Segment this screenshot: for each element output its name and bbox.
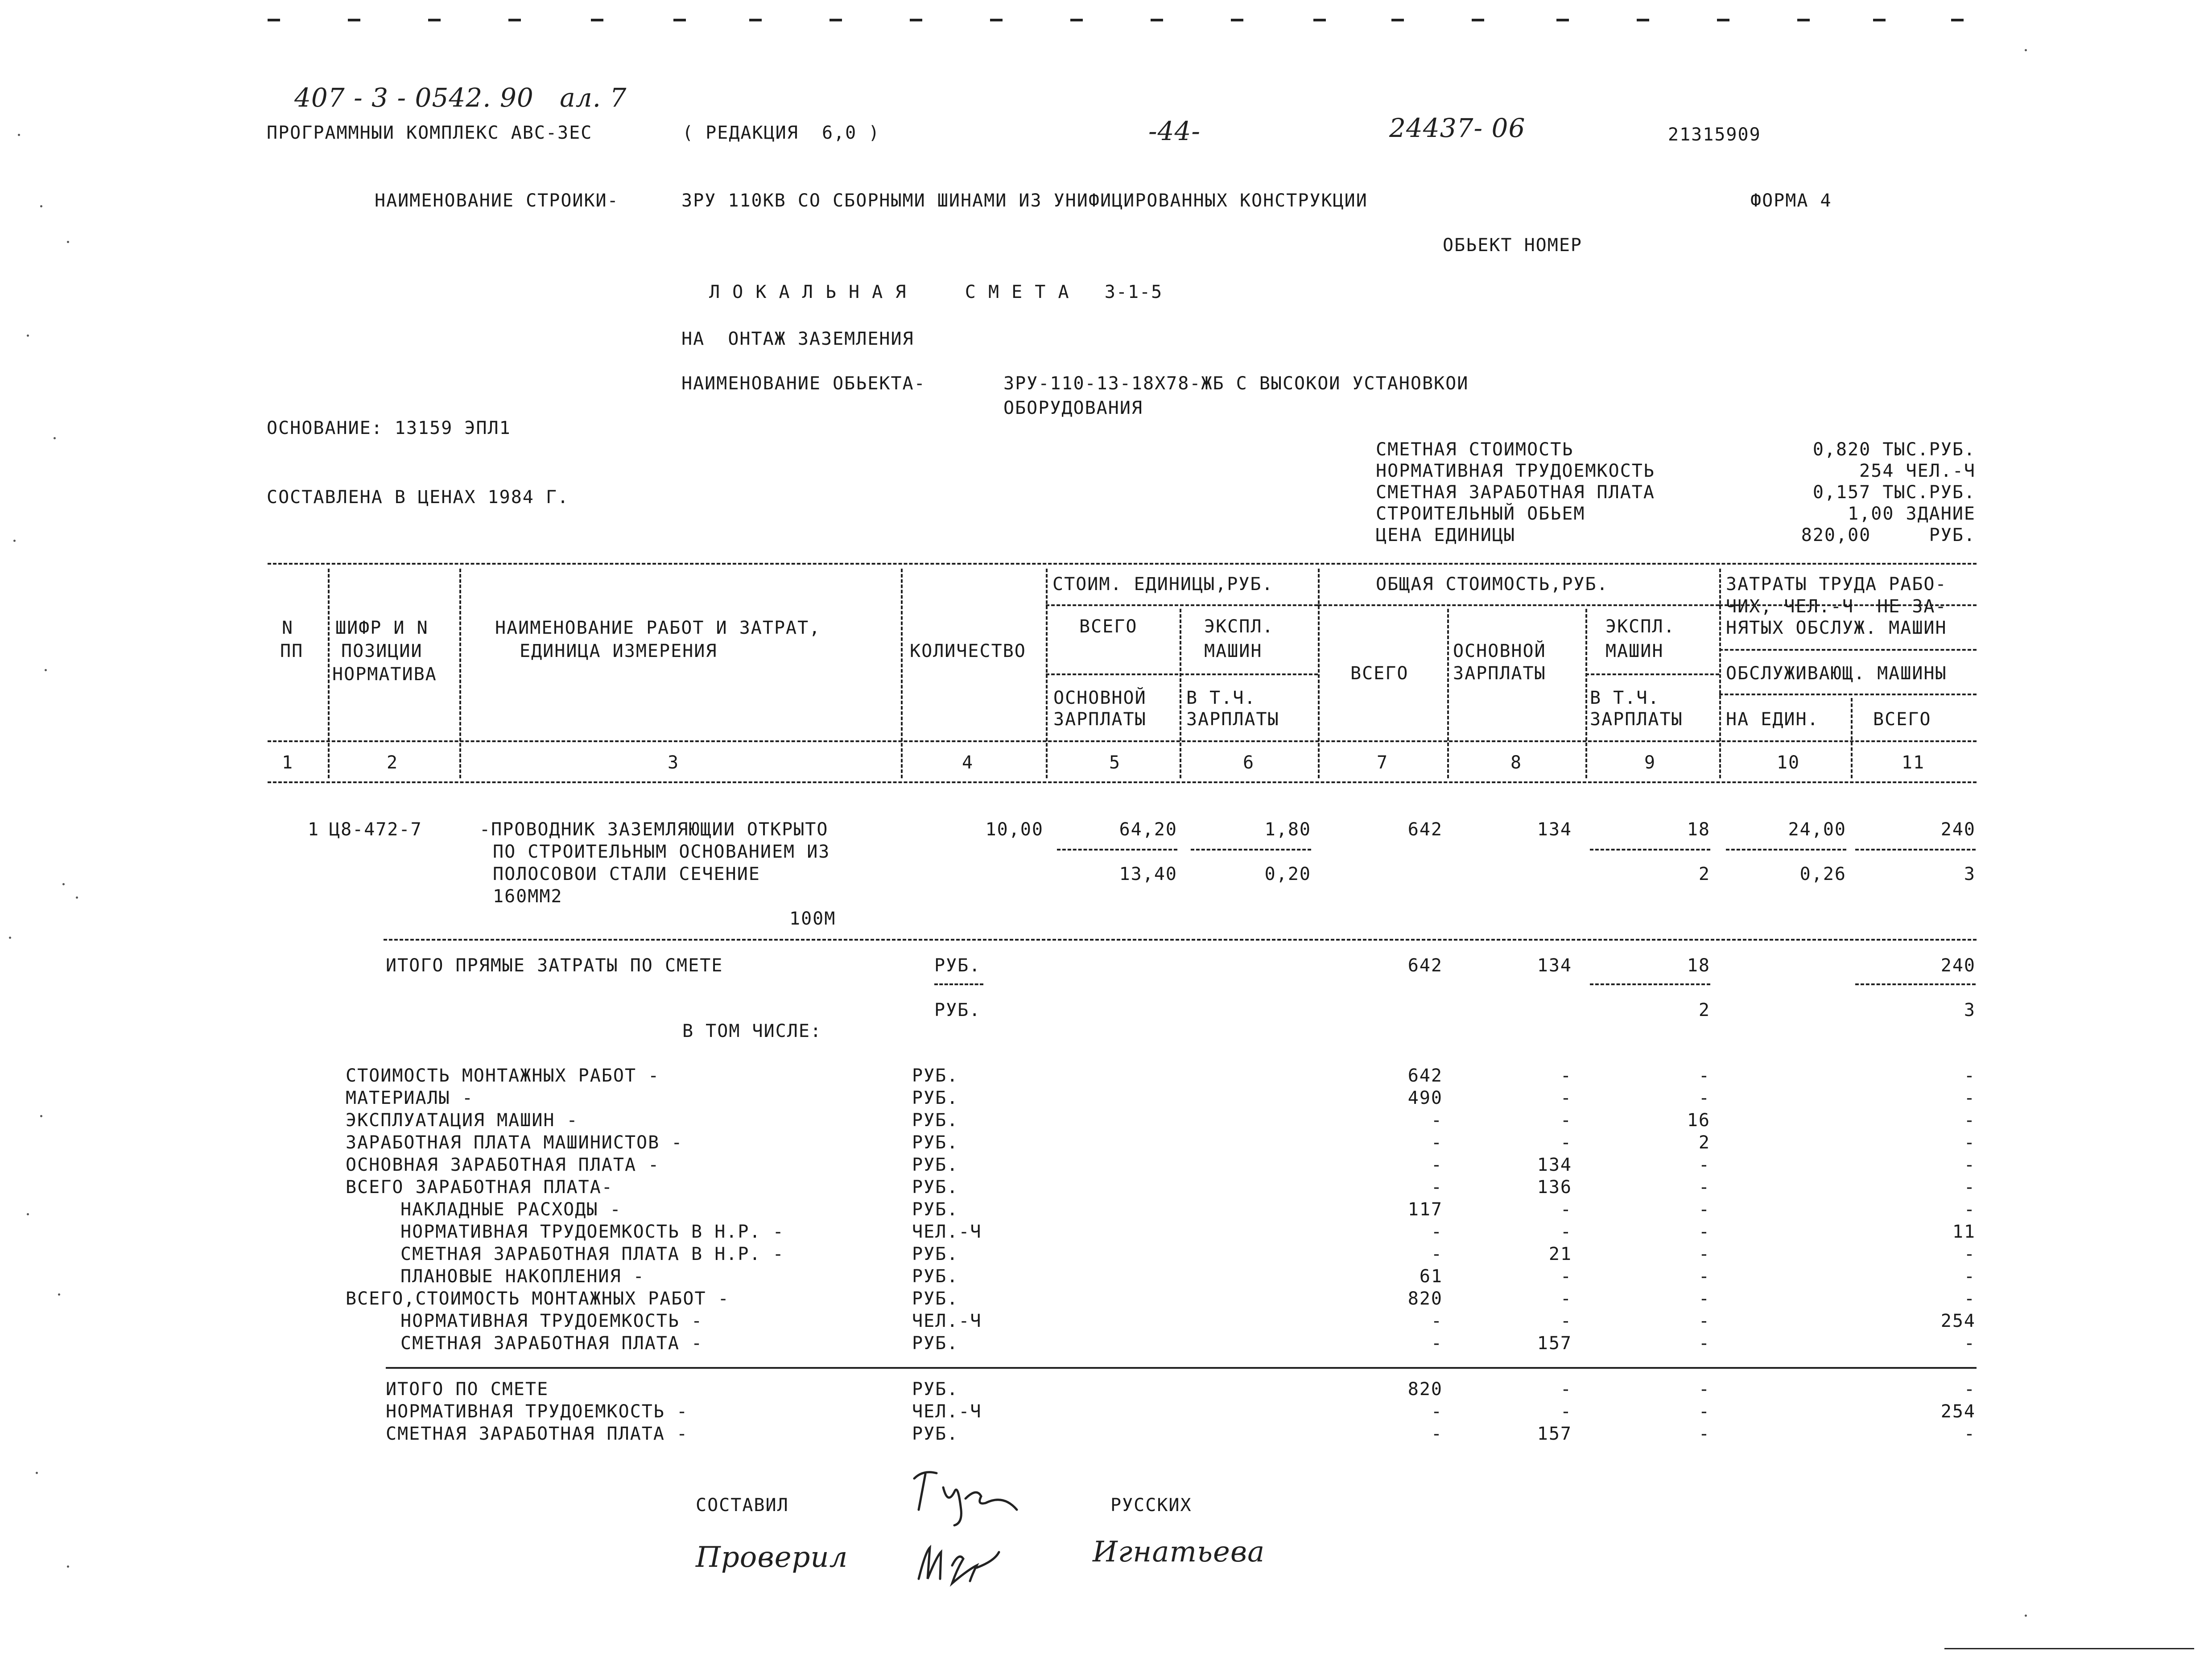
head-total-incl: В Т.Ч. xyxy=(1590,688,1660,708)
top-mark xyxy=(1391,19,1404,21)
scan-speck xyxy=(2025,49,2027,51)
top-mark xyxy=(910,19,922,21)
scan-speck xyxy=(54,437,56,439)
row-total: - xyxy=(1431,1110,1443,1131)
row-main-wages: - xyxy=(1560,1088,1572,1108)
row-labor: - xyxy=(1964,1155,1976,1175)
summary-value: 0,820 ТЫС.РУБ. xyxy=(1812,439,1976,460)
column-number: 3 xyxy=(667,752,680,773)
col-sep-10 xyxy=(1851,698,1853,778)
head-unit: ЕДИНИЦА ИЗМЕРЕНИЯ xyxy=(520,641,718,661)
row-main-wages: 136 xyxy=(1537,1177,1572,1198)
row-machines: - xyxy=(1698,1266,1710,1287)
row-label: ЗАРАБОТНАЯ ПЛАТА МАШИНИСТОВ - xyxy=(346,1132,683,1153)
column-number: 7 xyxy=(1376,752,1389,773)
head-position: ПОЗИЦИИ xyxy=(341,641,423,661)
row-main-wages: - xyxy=(1560,1311,1572,1331)
row-labor: - xyxy=(1964,1379,1976,1400)
row-labor: - xyxy=(1964,1244,1976,1264)
row-total: - xyxy=(1431,1222,1443,1242)
row-main-wages: 134 xyxy=(1537,1155,1572,1175)
row-total: - xyxy=(1431,1311,1443,1331)
direct-costs-expl: 18 xyxy=(1687,955,1710,976)
top-mark xyxy=(749,19,762,21)
column-number: 9 xyxy=(1644,752,1656,773)
head-unit-expl: ЭКСПЛ. xyxy=(1204,616,1274,637)
row-machines: - xyxy=(1698,1177,1710,1198)
scan-speck xyxy=(40,205,42,207)
row-unit: ЧЕЛ.-Ч xyxy=(912,1222,982,1242)
scan-speck xyxy=(27,335,29,337)
row-unit: РУБ. xyxy=(912,1065,959,1086)
scan-speck xyxy=(45,669,47,671)
item-underline-10 xyxy=(1726,849,1846,851)
head-rule-labor-2 xyxy=(1719,649,1977,651)
column-number: 2 xyxy=(386,752,399,773)
row-unit: РУБ. xyxy=(912,1266,959,1287)
head-labor-2: ЧИХ, ЧЕЛ.-Ч НЕ ЗА- xyxy=(1726,596,1947,617)
row-unit: РУБ. xyxy=(912,1333,959,1354)
scan-speck xyxy=(9,937,11,939)
head-labor-1: ЗАТРАТЫ ТРУДА РАБО- xyxy=(1726,574,1947,595)
row-total: - xyxy=(1431,1401,1443,1422)
row-labor: - xyxy=(1964,1199,1976,1220)
summary-label: СМЕТНАЯ СТОИМОСТЬ xyxy=(1376,439,1574,460)
row-machines: - xyxy=(1698,1401,1710,1422)
row-label: МАТЕРИАЛЫ - xyxy=(346,1088,474,1108)
row-labor: - xyxy=(1964,1110,1976,1131)
row-label: СМЕТНАЯ ЗАРАБОТНАЯ ПЛАТА В Н.Р. - xyxy=(400,1244,784,1264)
col-sep-3 xyxy=(901,569,903,778)
basis: ОСНОВАНИЕ: 13159 ЭПЛ1 xyxy=(267,418,511,438)
row-label: ИТОГО ПО СМЕТЕ xyxy=(386,1379,549,1400)
row-total: - xyxy=(1431,1244,1443,1264)
row-total: 820 xyxy=(1407,1379,1443,1400)
row-labor: 254 xyxy=(1940,1311,1976,1331)
direct-costs-labor-2: 3 xyxy=(1964,1000,1976,1020)
item-qty: 10,00 xyxy=(985,819,1044,840)
direct-costs-main: 134 xyxy=(1537,955,1572,976)
row-total: 117 xyxy=(1407,1199,1443,1220)
top-mark xyxy=(990,19,1003,21)
top-mark xyxy=(348,19,360,21)
item-name-line: -ПРОВОДНИК ЗАЗЕМЛЯЮЩИИ ОТКРЫТО xyxy=(479,819,829,840)
row-unit: РУБ. xyxy=(912,1379,959,1400)
checked-name: Игнатьева xyxy=(1093,1536,1265,1569)
item-number: 1 xyxy=(308,819,320,840)
row-main-wages: - xyxy=(1560,1199,1572,1220)
item-code: Ц8-472-7 xyxy=(329,819,422,840)
page-number: -44- xyxy=(1148,116,1201,146)
object-name-line-1: ЗРУ-110-13-18Х78-ЖБ С ВЫСОКОИ УСТАНОВКОИ xyxy=(1003,373,1469,394)
row-total: 642 xyxy=(1407,1065,1443,1086)
col-sep-1 xyxy=(328,569,330,778)
col-sep-9 xyxy=(1719,569,1721,778)
row-main-wages: - xyxy=(1560,1266,1572,1287)
row-label: ОСНОВНАЯ ЗАРАБОТНАЯ ПЛАТА - xyxy=(346,1155,660,1175)
item-underline-6 xyxy=(1191,849,1311,851)
head-total-main: ОСНОВНОЙ xyxy=(1453,641,1546,661)
col-sep-7 xyxy=(1447,609,1449,778)
direct-underline-9 xyxy=(1590,983,1710,985)
row-label: ПЛАНОВЫЕ НАКОПЛЕНИЯ - xyxy=(400,1266,645,1287)
item-unit-incl-wages: 0,20 xyxy=(1264,864,1311,884)
row-label: СТОИМОСТЬ МОНТАЖНЫХ РАБОТ - xyxy=(346,1065,660,1086)
row-machines: - xyxy=(1698,1199,1710,1220)
item-labor-total-2: 3 xyxy=(1964,864,1976,884)
direct-costs-expl-2: 2 xyxy=(1698,1000,1710,1020)
head-unit-cost: СТОИМ. ЕДИНИЦЫ,РУБ. xyxy=(1052,574,1274,595)
top-mark xyxy=(673,19,686,21)
checked-signature xyxy=(910,1534,1008,1592)
object-label: НАИМЕНОВАНИЕ ОБЬЕКТА- xyxy=(681,373,926,394)
construction-name: ЗРУ 110КВ СО СБОРНЫМИ ШИНАМИ ИЗ УНИФИЦИРОВАННЫХ КОНСТРУКЦИИ xyxy=(681,190,1368,211)
summary-value: 0,157 ТЫС.РУБ. xyxy=(1812,482,1976,503)
head-total-expl: ЭКСПЛ. xyxy=(1605,616,1676,637)
scan-speck xyxy=(36,1472,38,1474)
top-mark xyxy=(1070,19,1083,21)
head-pp: ПП xyxy=(280,641,304,661)
row-total: 820 xyxy=(1407,1288,1443,1309)
item-total: 642 xyxy=(1407,819,1443,840)
row-machines: 2 xyxy=(1698,1132,1710,1153)
head-unit-total: ВСЕГО xyxy=(1079,616,1138,637)
edition: ( РЕДАКЦИЯ 6,0 ) xyxy=(682,123,880,143)
col-sep-2 xyxy=(459,569,461,778)
row-machines: - xyxy=(1698,1311,1710,1331)
row-unit: РУБ. xyxy=(912,1199,959,1220)
scan-speck xyxy=(58,1293,60,1296)
head-labor-3: НЯТЫХ ОБСЛУЖ. МАШИН xyxy=(1726,618,1947,638)
estimate-title: Л О К А Л Ь Н А Я С М Е Т А 3-1-5 xyxy=(709,282,1163,302)
head-unit-main: ОСНОВНОЙ xyxy=(1053,688,1147,708)
item-labor-unit: 24,00 xyxy=(1788,819,1846,840)
column-number: 6 xyxy=(1242,752,1255,773)
top-mark xyxy=(1637,19,1649,21)
item-underline-9 xyxy=(1590,849,1710,851)
row-main-wages: - xyxy=(1560,1065,1572,1086)
col-sep-4 xyxy=(1046,569,1048,778)
item-unit-expl: 1,80 xyxy=(1264,819,1311,840)
summary-label: НОРМАТИВНАЯ ТРУДОЕМКОСТЬ xyxy=(1376,461,1655,481)
row-unit: РУБ. xyxy=(912,1177,959,1198)
top-mark xyxy=(1231,19,1243,21)
item-name-line: ПОЛОСОВОИ СТАЛИ СЕЧЕНИЕ xyxy=(493,864,760,884)
head-rule-total xyxy=(1318,604,1719,606)
direct-underline-unit xyxy=(934,983,983,985)
row-machines: - xyxy=(1698,1065,1710,1086)
direct-underline-11 xyxy=(1855,983,1976,985)
composed-signature xyxy=(905,1461,1030,1528)
row-labor: 254 xyxy=(1940,1401,1976,1422)
scan-speck xyxy=(67,1565,69,1568)
head-work-name: НАИМЕНОВАНИЕ РАБОТ И ЗАТРАТ, xyxy=(495,618,821,638)
row-unit: РУБ. xyxy=(912,1155,959,1175)
estimate-for: НА ОНТАЖ ЗАЗЕМЛЕНИЯ xyxy=(681,329,914,349)
row-machines: 16 xyxy=(1687,1110,1710,1131)
head-total-machines: МАШИН xyxy=(1605,641,1664,661)
head-total-total: ВСЕГО xyxy=(1350,663,1409,684)
row-main-wages: 157 xyxy=(1537,1333,1572,1354)
item-unit: 100М xyxy=(789,909,836,929)
top-mark xyxy=(1951,19,1964,21)
head-qty: КОЛИЧЕСТВО xyxy=(910,641,1026,661)
row-labor: - xyxy=(1964,1288,1976,1309)
head-unit-incl-wages: ЗАРПЛАТЫ xyxy=(1186,709,1279,730)
top-mark xyxy=(1717,19,1729,21)
scan-speck xyxy=(13,540,16,542)
column-number: 4 xyxy=(962,752,974,773)
item-labor-total: 240 xyxy=(1940,819,1976,840)
col-sep-8 xyxy=(1585,609,1587,778)
top-mark xyxy=(591,19,603,21)
head-cipher: ШИФР И N xyxy=(335,618,429,638)
row-label: ВСЕГО,СТОИМОСТЬ МОНТАЖНЫХ РАБОТ - xyxy=(346,1288,730,1309)
head-unit-incl: В Т.Ч. xyxy=(1186,688,1256,708)
item-underline-5 xyxy=(1057,849,1177,851)
head-total-wages: ЗАРПЛАТЫ xyxy=(1453,663,1546,684)
row-main-wages: 157 xyxy=(1537,1424,1572,1444)
row-machines: - xyxy=(1698,1088,1710,1108)
handwritten-project-code: 407 - 3 - 0542. 90 ал. 7 xyxy=(294,83,627,113)
top-mark xyxy=(428,19,441,21)
composed-name: РУССКИХ xyxy=(1110,1495,1192,1516)
row-label: СМЕТНАЯ ЗАРАБОТНАЯ ПЛАТА - xyxy=(386,1424,689,1444)
column-number: 11 xyxy=(1901,752,1925,773)
head-rule-total-2 xyxy=(1585,673,1719,675)
head-n: N xyxy=(282,618,294,638)
row-unit: ЧЕЛ.-Ч xyxy=(912,1401,982,1422)
row-unit: РУБ. xyxy=(912,1088,959,1108)
column-number: 8 xyxy=(1510,752,1523,773)
direct-costs-unit: РУБ. xyxy=(934,955,981,976)
row-labor: - xyxy=(1964,1065,1976,1086)
bottom-edge-line xyxy=(1944,1648,2194,1649)
program-name: ПРОГРАММНЫИ КОМПЛЕКС АВС-3ЕС xyxy=(267,123,593,143)
row-label: НОРМАТИВНАЯ ТРУДОЕМКОСТЬ - xyxy=(400,1311,703,1331)
row-labor: - xyxy=(1964,1088,1976,1108)
item-total-incl-wages: 2 xyxy=(1698,864,1710,884)
item-total-expl: 18 xyxy=(1687,819,1710,840)
item-labor-unit-2: 0,26 xyxy=(1799,864,1846,884)
row-labor: - xyxy=(1964,1132,1976,1153)
row-total: - xyxy=(1431,1132,1443,1153)
row-machines: - xyxy=(1698,1379,1710,1400)
column-number: 1 xyxy=(281,752,294,773)
summary-label: ЦЕНА ЕДИНИЦЫ xyxy=(1376,525,1515,545)
scan-speck xyxy=(62,883,65,885)
summary-label: СТРОИТЕЛЬНЫЙ ОБЬЕМ xyxy=(1376,504,1585,524)
head-rule-labor-3 xyxy=(1719,694,1977,695)
item-name-line: 160ММ2 xyxy=(493,886,563,907)
row-label: ВСЕГО ЗАРАБОТНАЯ ПЛАТА- xyxy=(346,1177,613,1198)
direct-costs-unit-2: РУБ. xyxy=(934,1000,981,1020)
head-rule-unit xyxy=(1046,604,1318,606)
object-name-line-2: ОБОРУДОВАНИЯ xyxy=(1003,398,1143,418)
column-number-rule xyxy=(268,781,1977,783)
head-total-cost: ОБЩАЯ СТОИМОСТЬ,РУБ. xyxy=(1376,574,1609,595)
head-unit-main-wages: ЗАРПЛАТЫ xyxy=(1053,709,1147,730)
document-code: 21315909 xyxy=(1668,124,1761,145)
row-total: 61 xyxy=(1419,1266,1443,1287)
row-main-wages: - xyxy=(1560,1401,1572,1422)
row-main-wages: - xyxy=(1560,1379,1572,1400)
construction-label: НАИМЕНОВАНИЕ СТРОИКИ- xyxy=(375,190,619,211)
row-total: 490 xyxy=(1407,1088,1443,1108)
scan-speck xyxy=(40,1115,42,1117)
row-machines: - xyxy=(1698,1155,1710,1175)
row-label: СМЕТНАЯ ЗАРАБОТНАЯ ПЛАТА - xyxy=(400,1333,703,1354)
direct-costs-total: 642 xyxy=(1407,955,1443,976)
row-unit: РУБ. xyxy=(912,1110,959,1131)
row-main-wages: - xyxy=(1560,1132,1572,1153)
row-label: НОРМАТИВНАЯ ТРУДОЕМКОСТЬ В Н.Р. - xyxy=(400,1222,784,1242)
totals-top-rule xyxy=(386,1367,1977,1369)
row-machines: - xyxy=(1698,1222,1710,1242)
top-mark xyxy=(268,19,280,21)
row-unit: РУБ. xyxy=(912,1288,959,1309)
head-total-incl-wages: ЗАРПЛАТЫ xyxy=(1590,709,1683,730)
item-name-line: ПО СТРОИТЕЛЬНЫМ ОСНОВАНИЕМ ИЗ xyxy=(493,842,830,862)
top-mark xyxy=(1313,19,1326,21)
row-unit: РУБ. xyxy=(912,1132,959,1153)
row-machines: - xyxy=(1698,1288,1710,1309)
row-main-wages: - xyxy=(1560,1222,1572,1242)
row-labor: - xyxy=(1964,1333,1976,1354)
col-sep-6 xyxy=(1318,569,1320,778)
row-total: - xyxy=(1431,1155,1443,1175)
row-unit: РУБ. xyxy=(912,1244,959,1264)
top-mark xyxy=(1151,19,1163,21)
object-number: ОБЬЕКТ НОМЕР xyxy=(1443,235,1582,256)
summary-label: СМЕТНАЯ ЗАРАБОТНАЯ ПЛАТА xyxy=(1376,482,1655,503)
top-mark xyxy=(1797,19,1810,21)
top-mark xyxy=(508,19,521,21)
row-main-wages: - xyxy=(1560,1110,1572,1131)
summary-value: 1,00 ЗДАНИЕ xyxy=(1848,504,1976,524)
head-labor-total: ВСЕГО xyxy=(1873,709,1931,730)
scan-speck xyxy=(2025,1615,2027,1617)
head-norm: НОРМАТИВА xyxy=(332,664,437,685)
direct-costs-label: ИТОГО ПРЯМЫЕ ЗАТРАТЫ ПО СМЕТЕ xyxy=(386,955,723,976)
scan-speck xyxy=(76,896,78,899)
row-labor: - xyxy=(1964,1424,1976,1444)
direct-costs-labor: 240 xyxy=(1940,955,1976,976)
summary-value: 820,00 РУБ. xyxy=(1801,525,1976,545)
row-machines: - xyxy=(1698,1424,1710,1444)
top-mark xyxy=(830,19,842,21)
head-unit-machines: МАШИН xyxy=(1204,641,1263,661)
row-total: - xyxy=(1431,1177,1443,1198)
top-mark xyxy=(1472,19,1484,21)
scan-speck xyxy=(18,134,20,136)
checked-label: Проверил xyxy=(696,1541,848,1574)
form-number: ФОРМА 4 xyxy=(1750,190,1832,211)
column-number: 10 xyxy=(1776,752,1800,773)
price-level: СОСТАВЛЕНА В ЦЕНАХ 1984 Г. xyxy=(267,487,570,508)
row-label: НАКЛАДНЫЕ РАСХОДЫ - xyxy=(400,1199,622,1220)
row-machines: - xyxy=(1698,1244,1710,1264)
handwritten-document-number: 24437- 06 xyxy=(1389,113,1526,143)
scan-speck xyxy=(67,241,69,243)
row-total: - xyxy=(1431,1333,1443,1354)
row-main-wages: 21 xyxy=(1548,1244,1572,1264)
row-label: ЭКСПЛУАТАЦИЯ МАШИН - xyxy=(346,1110,578,1131)
top-mark xyxy=(1873,19,1886,21)
row-machines: - xyxy=(1698,1333,1710,1354)
row-main-wages: - xyxy=(1560,1288,1572,1309)
composed-label: СОСТАВИЛ xyxy=(696,1495,789,1516)
item-total-main: 134 xyxy=(1537,819,1572,840)
table-top-rule xyxy=(268,563,1977,565)
head-per-unit: НА ЕДИН. xyxy=(1726,709,1819,730)
head-rule-unit-2 xyxy=(1046,673,1318,675)
item-unit-main-wages: 13,40 xyxy=(1119,864,1177,884)
item-unit-total: 64,20 xyxy=(1119,819,1177,840)
item-underline-11 xyxy=(1855,849,1976,851)
row-unit: РУБ. xyxy=(912,1424,959,1444)
summary-value: 254 ЧЕЛ.-Ч xyxy=(1859,461,1976,481)
row-label: НОРМАТИВНАЯ ТРУДОЕМКОСТЬ - xyxy=(386,1401,689,1422)
row-labor: 11 xyxy=(1952,1222,1976,1242)
item-bottom-rule xyxy=(384,939,1977,941)
col-sep-5 xyxy=(1180,609,1181,778)
top-mark xyxy=(1556,19,1569,21)
row-labor: - xyxy=(1964,1177,1976,1198)
row-unit: ЧЕЛ.-Ч xyxy=(912,1311,982,1331)
scan-speck xyxy=(27,1213,29,1215)
including-label: В ТОМ ЧИСЛЕ: xyxy=(682,1021,822,1041)
column-number: 5 xyxy=(1109,752,1121,773)
row-labor: - xyxy=(1964,1266,1976,1287)
head-serving-machines: ОБСЛУЖИВАЮЩ. МАШИНЫ xyxy=(1726,663,1947,684)
row-total: - xyxy=(1431,1424,1443,1444)
